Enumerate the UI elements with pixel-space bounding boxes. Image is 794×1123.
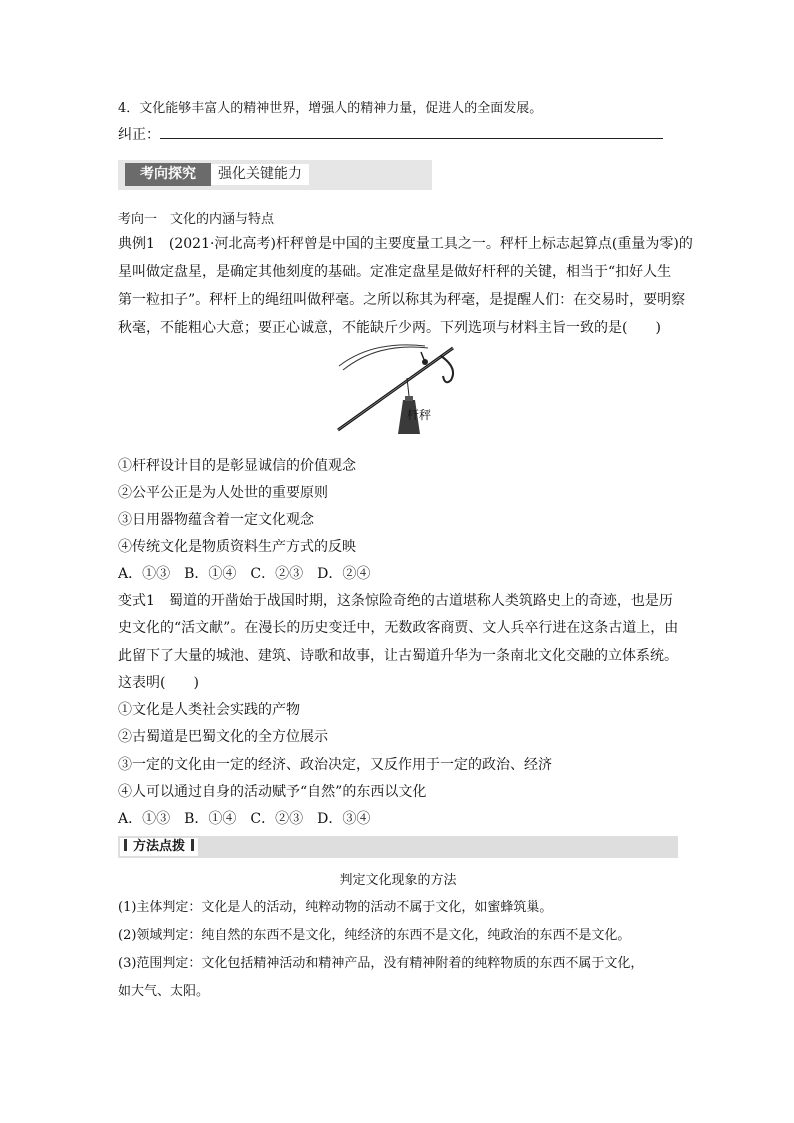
example1-line-1: 典例1 (2021·河北高考)杆秤曾是中国的主要度量工具之一。秤杆上标志起算点(重量为零)的 bbox=[118, 236, 693, 252]
variant1-answers[interactable]: A．①③ B．①④ C．②③ D．③④ bbox=[118, 811, 371, 827]
correction-label: 纠正： bbox=[118, 127, 160, 143]
figure-label: 杆秤 bbox=[407, 408, 432, 422]
method-item-1: (1)主体判定：文化是人的活动，纯粹动物的活动不属于文化，如蜜蜂筑巢。 bbox=[118, 900, 553, 915]
variant1-line-4: 这表明( ) bbox=[118, 675, 199, 691]
steelyard-illustration bbox=[333, 340, 463, 435]
example1-option-4: ④传统文化是物质资料生产方式的反映 bbox=[118, 539, 356, 555]
example1-answers[interactable]: A．①③ B．①④ C．②③ D．②④ bbox=[118, 566, 371, 582]
example1-line-3: 第一粒扣子”。秤杆上的绳纽叫做秤毫。之所以称其为秤毫，是提醒人们：在交易时，要明察 bbox=[118, 292, 686, 308]
steelyard-figure bbox=[333, 340, 463, 435]
variant1-option-1: ①文化是人类社会实践的产物 bbox=[118, 702, 300, 718]
example1-line-4: 秋毫，不能粗心大意；要正心诚意，不能缺斤少两。下列选项与材料主旨一致的是( ) bbox=[118, 320, 661, 336]
example1-option-2: ②公平公正是为人处世的重要原则 bbox=[118, 485, 328, 501]
variant1-option-4: ④人可以通过自身的活动赋予“自然”的东西以文化 bbox=[118, 784, 427, 800]
banner-dark-label: 考向探究 bbox=[125, 163, 211, 186]
example1-option-1: ①杆秤设计目的是彰显诚信的价值观念 bbox=[118, 458, 356, 474]
section1-title: 考向一 文化的内涵与特点 bbox=[118, 212, 275, 227]
banner-light-label: 强化关键能力 bbox=[211, 164, 309, 185]
method-item-3-cont: 如大气、太阳。 bbox=[118, 984, 210, 999]
method-item-3: (3)范围判定：文化包括精神活动和精神产品，没有精神附着的纯粹物质的东西不属于文化， bbox=[118, 956, 644, 971]
method-item-2: (2)领域判定：纯自然的东西不是文化，纯经济的东西不是文化，纯政治的东西不是文化。 bbox=[118, 928, 631, 943]
method-left-marker bbox=[124, 839, 127, 851]
item-4-text: 4．文化能够丰富人的精神世界，增强人的精神力量，促进人的全面发展。 bbox=[118, 101, 543, 116]
example1-line-2: 星叫做定盘星，是确定其他刻度的基础。定准定盘星是做好杆秤的关键，相当于“扣好人生 bbox=[118, 264, 672, 280]
variant1-line-3: 此留下了大量的城池、建筑、诗歌和故事，让古蜀道升华为一条南北文化交融的立体系统。 bbox=[118, 648, 678, 664]
method-label-box bbox=[120, 838, 198, 856]
method-title: 判定文化现象的方法 bbox=[339, 873, 457, 888]
variant1-line-1: 变式1 蜀道的开凿始于战国时期，这条惊险奇绝的古道堪称人类筑路史上的奇迹，也是历 bbox=[118, 593, 673, 609]
correction-answer-line[interactable] bbox=[160, 138, 663, 139]
method-right-marker bbox=[191, 839, 194, 851]
method-banner bbox=[118, 836, 678, 858]
variant1-option-2: ②古蜀道是巴蜀文化的全方位展示 bbox=[118, 729, 328, 745]
example1-option-3: ③日用器物蕴含着一定文化观念 bbox=[118, 512, 314, 528]
variant1-line-2: 史文化的“活文献”。在漫长的历史变迁中，无数政客商贾、文人兵卒行进在这条古道上，由 bbox=[118, 620, 679, 636]
variant1-option-3: ③一定的文化由一定的经济、政治决定，又反作用于一定的政治、经济 bbox=[118, 757, 552, 773]
method-label: 方法点拨 bbox=[133, 839, 186, 854]
